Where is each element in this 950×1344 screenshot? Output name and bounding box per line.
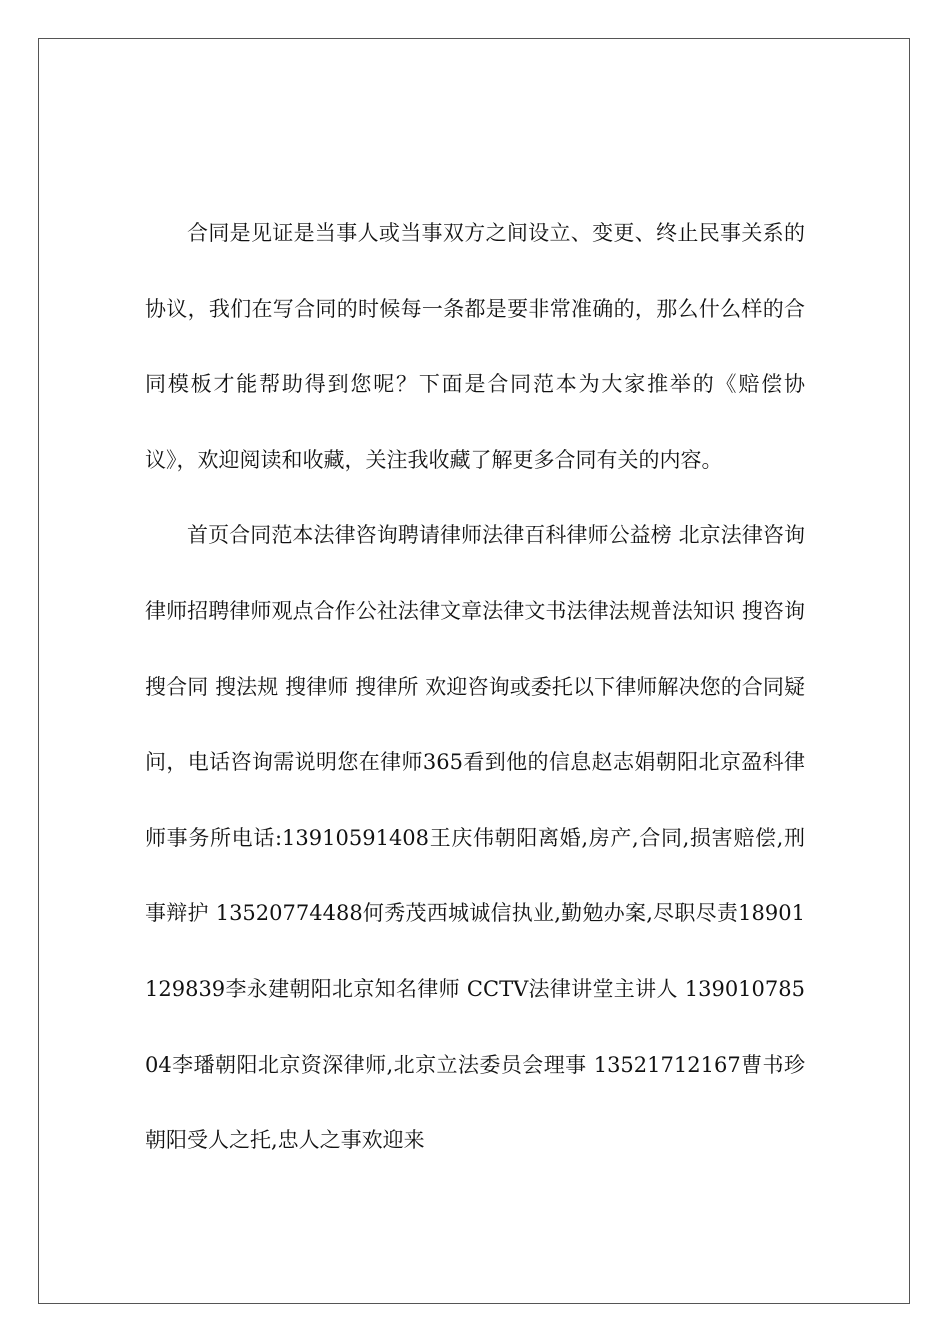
intro-paragraph: 合同是见证是当事人或当事双方之间设立、变更、终止民事关系的协议，我们在写合同的时候每一条都是要非常准确的，那么什么样的合同模板才能帮助得到您呢？下面是合同范本为大家推举的《赔偿协议》，欢迎阅读和收藏，关注我收藏了解更多合同有关的内容。 [145,221,805,472]
document-body [145,196,805,1179]
lawyer-listing-paragraph: 首页合同范本法律咨询聘请律师法律百科律师公益榜 北京法律咨询 律师招聘律师观点合作公社法律文章法律文书法律法规普法知识 搜咨询 搜合同 搜法规 搜律师 搜律所 欢迎咨询或委托以下律师解决您的合同疑问，电话咨询需说明您在律师365看到他的信息赵志娟朝阳北京盈科律师事务所电话:13910591408王庆伟朝阳离婚,房产,合同,损害赔偿,刑事辩护 13520774488何秀茂西城诚信执业,勤勉办案,尽职尽责18901129839李永建朝阳北京知名律师 CCTV法律讲堂主讲人 13901078504李璠朝阳北京资深律师,北京立法委员会理事 13521712167曹书珍朝阳受人之托,忠人之事欢迎来 [145,523,805,1153]
